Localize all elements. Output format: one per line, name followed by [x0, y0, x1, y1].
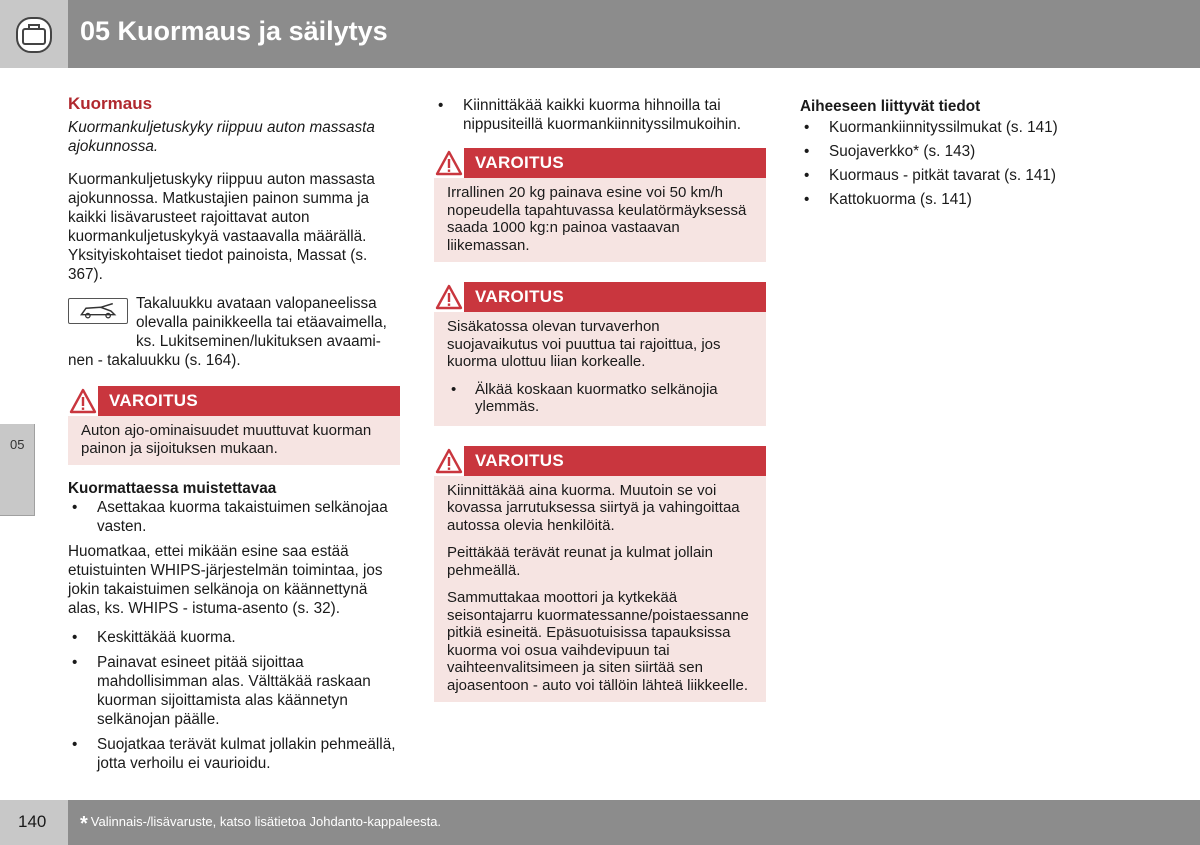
warning-body	[68, 416, 400, 465]
list-item: • Kiinnittäkää kaikki kuorma hihnoilla tai nippusiteillä kuormankiinnityssilmukoihin.	[438, 97, 742, 133]
warning-box	[434, 282, 766, 426]
warning-header	[434, 446, 766, 476]
related-link[interactable]: • Suojaverkko* (s. 143)	[804, 143, 976, 160]
tailgate-text-cont: nen - takaluukku (s. 164).	[68, 352, 241, 369]
warning-text: Sisäkatossa olevan turvaverhon suojavaikutus voi puuttua tai rajoittua, jos kuorma ulottuu liian korkealle.	[447, 318, 721, 370]
warning-triangle-icon	[434, 282, 464, 312]
related-link[interactable]: • Kuormankiinnityssilmukat (s. 141)	[804, 119, 1058, 136]
warning-body	[434, 476, 766, 703]
list-item: • Keskittäkää kuorma.	[72, 629, 236, 646]
warning-title: VAROITUS	[109, 391, 198, 410]
footnote-text: Valinnais-/lisävaruste, katso lisätietoa Johdanto-kappaleesta.	[90, 814, 442, 829]
warning-text: Peittäkää terävät reunat ja kulmat jollain pehmeällä.	[447, 544, 713, 579]
column-2	[434, 96, 766, 716]
warning-title: VAROITUS	[475, 153, 564, 172]
warning-box	[68, 386, 400, 465]
bullet-list	[447, 381, 754, 416]
bullet-icon: •	[72, 736, 78, 753]
list-item: • Älkää koskaan kuormatko selkänojia ylemmäs.	[451, 380, 718, 415]
warning-title: VAROITUS	[475, 450, 564, 470]
warning-text: Kiinnittäkää aina kuorma. Muutoin se voi kovassa jarrutuksessa siirtyä ja vahingoittaa autossa olevia henkilöitä.	[447, 481, 740, 534]
warning-box	[434, 148, 766, 262]
warning-triangle-icon	[68, 386, 98, 416]
related-link[interactable]: • Kattokuorma (s. 141)	[804, 191, 972, 208]
paragraph: Huomatkaa, ettei mikään esine saa estää etuistuinten WHIPS-järjestelmän toimintaa, jos jokin takaistuimen selkänoja on käännettynä alas, ks. WHIPS - istuma-asento (s. 32).	[68, 543, 383, 617]
bullet-icon: •	[804, 167, 810, 184]
footnote	[80, 813, 441, 836]
bullet-icon: •	[451, 380, 457, 398]
subheading: Kuormattaessa muistettavaa	[68, 480, 277, 497]
bullet-list	[68, 498, 400, 536]
related-link[interactable]: • Kuormaus - pitkät tavarat (s. 141)	[804, 167, 1056, 184]
related-links	[800, 118, 1100, 209]
warning-triangle-icon	[434, 148, 464, 178]
bullet-icon: •	[804, 191, 810, 208]
warning-body	[434, 178, 766, 262]
bullet-icon: •	[804, 143, 810, 160]
related-heading: Aiheeseen liittyvät tiedot	[800, 98, 981, 115]
list-item: • Painavat esineet pitää sijoittaa mahdollisimman alas. Välttäkää raskaan kuorman sijoittamista alas käännetyn selkänojan päälle.	[72, 654, 371, 728]
warning-header	[68, 386, 400, 416]
paragraph: Kuormankuljetuskyky riippuu auton massasta ajokunnossa. Matkustajien painon summa ja kaikki lisävarusteet rajoittavat auton kuormankuljetuskykyä vastaavalla määrällä. Yksityiskohtaiset tiedot painoista, Massat (s. 367).	[68, 171, 375, 283]
column-3	[800, 97, 1100, 214]
warning-header	[434, 148, 766, 178]
bullet-icon: •	[72, 499, 78, 516]
warning-header	[434, 282, 766, 312]
warning-triangle-icon	[434, 446, 464, 476]
bullet-icon: •	[804, 119, 810, 136]
bullet-icon: •	[72, 629, 78, 646]
tailgate-text: Takaluukku avataan valopaneelissa olevalla painikkeella tai etäavaimella, ks. Lukitseminen/lukituksen avaami-	[136, 295, 387, 350]
chapter-side-tab-label: 05	[10, 437, 25, 452]
footnote-marker: *	[80, 813, 88, 835]
list-item: • Suojatkaa terävät kulmat jollakin pehmeällä, jotta verhoilu ei vaurioidu.	[72, 736, 396, 772]
bullet-icon: •	[438, 97, 444, 114]
section-intro: Kuormankuljetuskyky riippuu auton massasta ajokunnossa.	[68, 119, 375, 155]
bullet-list	[68, 628, 400, 773]
warning-box	[434, 446, 766, 703]
section-heading: Kuormaus	[68, 94, 153, 113]
tailgate-car-icon	[68, 298, 128, 324]
page-number: 140	[18, 812, 47, 831]
warning-title: VAROITUS	[475, 287, 564, 306]
warning-text: Auton ajo-ominaisuudet muuttuvat kuorman painon ja sijoituksen mukaan.	[81, 422, 372, 457]
warning-text: Irrallinen 20 kg painava esine voi 50 km/h nopeudella tapahtuvassa keulatörmäyksessä saada 1000 kg:n painoa vastaavan liikemassan.	[447, 184, 747, 254]
warning-text: Sammuttakaa moottori ja kytkekää seisontajarru kuormatessanne/poistaessanne pitkiä esineitä. Epäsuotuisissa tapauksissa kuorma voi osua vaihdevipuun tai vaihteenvalitsimeen ja siten siirtää sen ajoasentoon - auto voi tällöin lähteä liikkeelle.	[447, 589, 749, 694]
luggage-icon	[14, 15, 54, 55]
list-item: • Asettakaa kuorma takaistuimen selkänojaa vasten.	[72, 499, 388, 535]
chapter-title: 05 Kuormaus ja säilytys	[80, 16, 388, 46]
column-1	[68, 94, 400, 779]
warning-body	[434, 312, 766, 426]
tailgate-note	[68, 294, 400, 351]
bullet-list	[434, 96, 766, 134]
bullet-icon: •	[72, 654, 78, 671]
